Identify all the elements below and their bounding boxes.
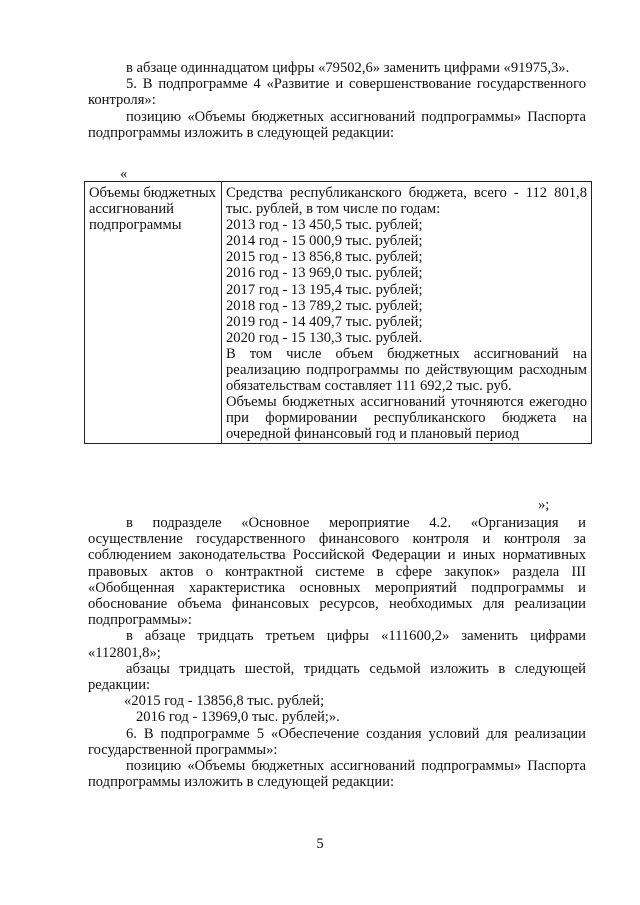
- funding-year-2016: 2016 год - 13 969,0 тыс. рублей;: [226, 265, 423, 282]
- paragraph-36-37-abzac: абзацы тридцать шестой, тридцать седьмой изложить в следующей редакции:: [88, 660, 586, 694]
- funding-year-2019: 2019 год - 14 409,7 тыс. рублей;: [226, 313, 423, 330]
- funding-year-2020: 2020 год - 15 130,3 тыс. рублей.: [226, 329, 423, 346]
- funding-year-2014: 2014 год - 15 000,9 тыс. рублей;: [226, 233, 423, 250]
- passport-label-cell: [85, 182, 222, 444]
- quoted-line-2015: «2015 год - 13856,8 тыс. рублей;: [124, 693, 325, 710]
- quoted-line-2016: 2016 год - 13969,0 тыс. рублей;».: [136, 709, 340, 726]
- passport-label: Объемы бюджетных ассигнований подпрограммы: [89, 185, 216, 234]
- funding-year-2018: 2018 год - 13 789,2 тыс. рублей;: [226, 297, 423, 314]
- funding-note-annual: Объемы бюджетных ассигнований уточняются ежегодно при формировании республиканского бюджета на очередной финансовый год и плановый период: [226, 394, 587, 443]
- body-section: [88, 515, 586, 790]
- opening-quote: «: [120, 166, 128, 182]
- paragraph-subsection-4-2: в подразделе «Основное мероприятие 4.2. «Организация и осуществление государственного финансового контроля и контроля за соблюдением законодательства Российской Федерации и иных нормативных правовых актов о контрактной системе в сфере закупок» раздела III «Обобщенная характеристика основных мероприятий подпрограммы и обоснование объема финансовых ресурсов, необходимых для реализации подпрограммы»:: [88, 515, 586, 629]
- page-number: 5: [316, 836, 324, 852]
- paragraph-subprogram-4: 5. В подпрограмме 4 «Развитие и совершенствование государственного контроля»:: [88, 76, 586, 109]
- intro-section: [88, 60, 586, 141]
- paragraph-position-intro-2: позицию «Объемы бюджетных ассигнований подпрограммы» Паспорта подпрограммы изложить в следующей редакции:: [88, 758, 586, 791]
- closing-quote: »;: [538, 497, 550, 513]
- passport-value-cell: [222, 182, 592, 444]
- funding-year-2013: 2013 год - 13 450,5 тыс. рублей;: [226, 217, 423, 234]
- paragraph-subprogram-5: 6. В подпрограмме 5 «Обеспечение создания условий для реализации государственной программы»:: [88, 725, 586, 758]
- paragraph-33rd-abzac: в абзаце тридцать третьем цифры «111600,2» заменить цифрами «112801,8»;: [88, 628, 586, 661]
- paragraph-digits-replacement: в абзаце одиннадцатом цифры «79502,6» заменить цифрами «91975,3».: [126, 60, 570, 76]
- funding-note-obligations: В том числе объем бюджетных ассигнований на реализацию подпрограммы по действующим расходным обязательствам составляет 111 692,2 тыс. руб.: [226, 345, 587, 395]
- paragraph-position-intro: позицию «Объемы бюджетных ассигнований подпрограммы» Паспорта подпрограммы изложить в следующей редакции:: [88, 108, 586, 141]
- funding-total-line: Средства республиканского бюджета, всего - 112 801,8 тыс. рублей, в том числе по годам:: [226, 185, 587, 218]
- funding-year-2015: 2015 год - 13 856,8 тыс. рублей;: [226, 249, 423, 266]
- passport-table: [84, 181, 592, 444]
- passport-table-row: [85, 182, 592, 444]
- funding-year-2017: 2017 год - 13 195,4 тыс. рублей;: [226, 281, 423, 298]
